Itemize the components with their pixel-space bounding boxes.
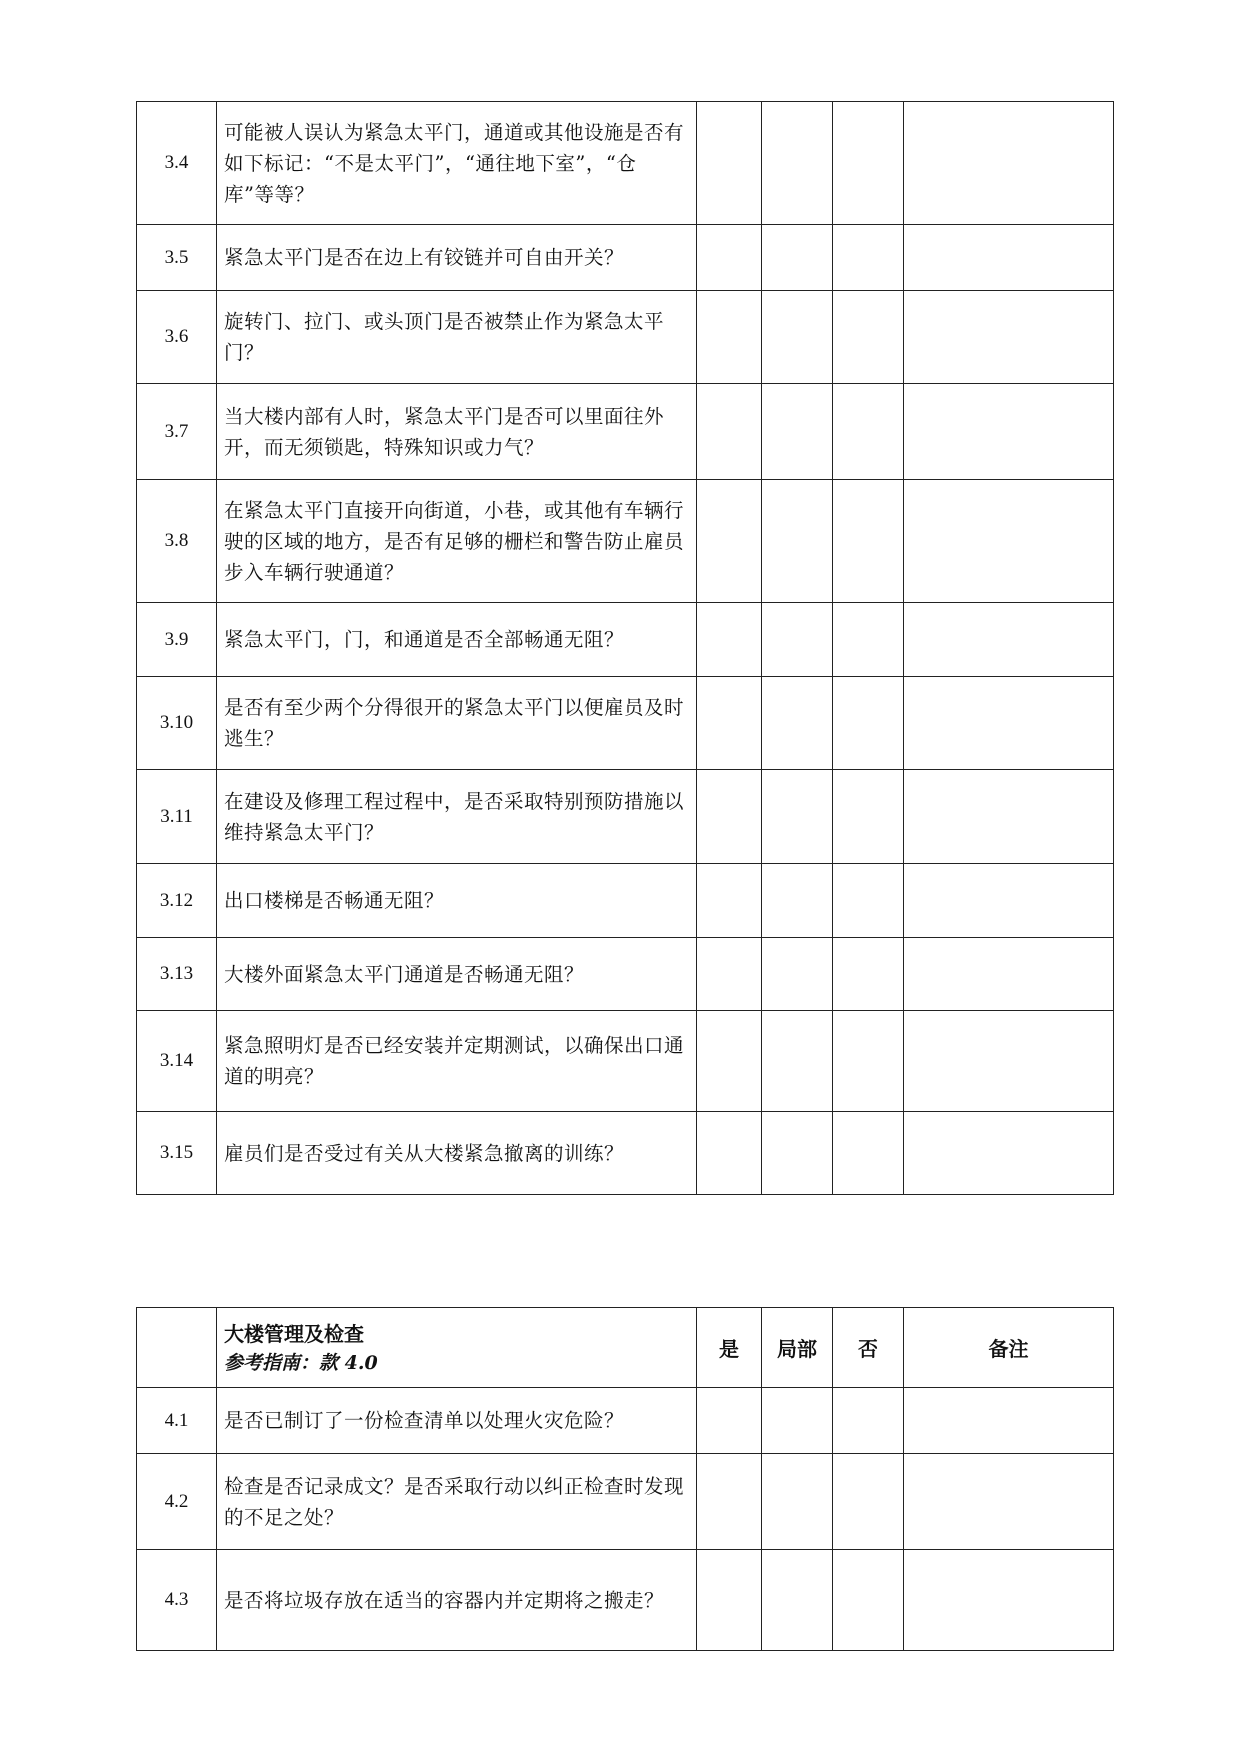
answer-yes-cell[interactable] (697, 1550, 762, 1651)
item-number: 3.8 (137, 480, 217, 603)
answer-partial-cell[interactable] (762, 384, 833, 480)
answer-yes-cell[interactable] (697, 603, 762, 677)
answer-no-cell[interactable] (833, 1388, 904, 1454)
answer-yes-cell[interactable] (697, 1011, 762, 1112)
item-number: 3.15 (137, 1112, 217, 1195)
answer-partial-cell[interactable] (762, 770, 833, 864)
question-text: 当大楼内部有人时，紧急太平门是否可以里面往外开，而无须锁匙，特殊知识或力气？ (217, 384, 697, 480)
answer-no-cell[interactable] (833, 102, 904, 225)
item-number: 4.3 (137, 1550, 217, 1651)
table-row (137, 677, 1114, 770)
answer-partial-cell[interactable] (762, 603, 833, 677)
question-text: 是否有至少两个分得很开的紧急太平门以便雇员及时逃生？ (217, 677, 697, 770)
answer-yes-cell[interactable] (697, 225, 762, 291)
table-row (137, 1550, 1114, 1651)
question-text: 紧急太平门，门，和通道是否全部畅通无阻？ (217, 603, 697, 677)
answer-partial-cell[interactable] (762, 1011, 833, 1112)
table-row (137, 864, 1114, 938)
item-number: 3.6 (137, 291, 217, 384)
table-header-row (137, 1308, 1114, 1388)
question-text: 检查是否记录成文？是否采取行动以纠正检查时发现的不足之处？ (217, 1454, 697, 1550)
answer-partial-cell[interactable] (762, 225, 833, 291)
header-number-cell (137, 1308, 217, 1388)
answer-no-cell[interactable] (833, 938, 904, 1011)
question-text: 是否已制订了一份检查清单以处理火灾危险？ (217, 1388, 697, 1454)
section-title: 大楼管理及检查 (224, 1321, 364, 1346)
remarks-cell[interactable] (904, 225, 1114, 291)
remarks-cell[interactable] (904, 603, 1114, 677)
answer-no-cell[interactable] (833, 1454, 904, 1550)
table-row (137, 480, 1114, 603)
answer-yes-cell[interactable] (697, 938, 762, 1011)
question-text: 在建设及修理工程过程中，是否采取特别预防措施以维持紧急太平门？ (217, 770, 697, 864)
answer-yes-cell[interactable] (697, 384, 762, 480)
item-number: 3.9 (137, 603, 217, 677)
answer-no-cell[interactable] (833, 384, 904, 480)
checklist-table-section-3 (136, 101, 1114, 1195)
item-number: 3.10 (137, 677, 217, 770)
question-text: 是否将垃圾存放在适当的容器内并定期将之搬走？ (217, 1550, 697, 1651)
answer-no-cell[interactable] (833, 1550, 904, 1651)
table-row (137, 603, 1114, 677)
item-number: 3.7 (137, 384, 217, 480)
column-header-remarks: 备注 (904, 1308, 1114, 1388)
answer-yes-cell[interactable] (697, 1454, 762, 1550)
item-number: 3.4 (137, 102, 217, 225)
answer-yes-cell[interactable] (697, 677, 762, 770)
remarks-cell[interactable] (904, 291, 1114, 384)
remarks-cell[interactable] (904, 770, 1114, 864)
item-number: 3.14 (137, 1011, 217, 1112)
question-text: 雇员们是否受过有关从大楼紧急撤离的训练？ (217, 1112, 697, 1195)
remarks-cell[interactable] (904, 102, 1114, 225)
answer-no-cell[interactable] (833, 1011, 904, 1112)
question-text: 旋转门、拉门、或头顶门是否被禁止作为紧急太平门？ (217, 291, 697, 384)
remarks-cell[interactable] (904, 1112, 1114, 1195)
answer-yes-cell[interactable] (697, 1388, 762, 1454)
column-header-no: 否 (833, 1308, 904, 1388)
question-text: 大楼外面紧急太平门通道是否畅通无阻？ (217, 938, 697, 1011)
answer-partial-cell[interactable] (762, 938, 833, 1011)
answer-no-cell[interactable] (833, 677, 904, 770)
table-row (137, 770, 1114, 864)
column-header-partial: 局部 (762, 1308, 833, 1388)
answer-partial-cell[interactable] (762, 1454, 833, 1550)
table-row (137, 1388, 1114, 1454)
answer-no-cell[interactable] (833, 480, 904, 603)
answer-partial-cell[interactable] (762, 1550, 833, 1651)
section-heading (217, 1308, 697, 1388)
item-number: 4.1 (137, 1388, 217, 1454)
remarks-cell[interactable] (904, 1550, 1114, 1651)
item-number: 3.11 (137, 770, 217, 864)
remarks-cell[interactable] (904, 1011, 1114, 1112)
table-row (137, 938, 1114, 1011)
remarks-cell[interactable] (904, 384, 1114, 480)
answer-no-cell[interactable] (833, 225, 904, 291)
question-text: 在紧急太平门直接开向街道，小巷，或其他有车辆行驶的区域的地方，是否有足够的栅栏和警告防止雇员步入车辆行驶通道？ (217, 480, 697, 603)
remarks-cell[interactable] (904, 1454, 1114, 1550)
table-row (137, 1454, 1114, 1550)
remarks-cell[interactable] (904, 480, 1114, 603)
answer-no-cell[interactable] (833, 864, 904, 938)
table-row (137, 384, 1114, 480)
table-row (137, 102, 1114, 225)
answer-no-cell[interactable] (833, 1112, 904, 1195)
answer-yes-cell[interactable] (697, 291, 762, 384)
answer-no-cell[interactable] (833, 770, 904, 864)
table-row (137, 1112, 1114, 1195)
column-header-yes: 是 (697, 1308, 762, 1388)
table-row (137, 1011, 1114, 1112)
table-row (137, 291, 1114, 384)
question-text: 紧急照明灯是否已经安装并定期测试，以确保出口通道的明亮？ (217, 1011, 697, 1112)
answer-no-cell[interactable] (833, 291, 904, 384)
remarks-cell[interactable] (904, 677, 1114, 770)
item-number: 3.12 (137, 864, 217, 938)
answer-yes-cell[interactable] (697, 1112, 762, 1195)
item-number: 3.5 (137, 225, 217, 291)
remarks-cell[interactable] (904, 938, 1114, 1011)
answer-yes-cell[interactable] (697, 770, 762, 864)
item-number: 4.2 (137, 1454, 217, 1550)
answer-yes-cell[interactable] (697, 102, 762, 225)
question-text: 可能被人误认为紧急太平门，通道或其他设施是否有如下标记：“不是太平门”，“通往地下室”，“仓库”等等？ (217, 102, 697, 225)
remarks-cell[interactable] (904, 1388, 1114, 1454)
answer-partial-cell[interactable] (762, 291, 833, 384)
question-text: 紧急太平门是否在边上有铰链并可自由开关？ (217, 225, 697, 291)
answer-partial-cell[interactable] (762, 677, 833, 770)
answer-yes-cell[interactable] (697, 864, 762, 938)
item-number: 3.13 (137, 938, 217, 1011)
answer-partial-cell[interactable] (762, 864, 833, 938)
remarks-cell[interactable] (904, 864, 1114, 938)
answer-partial-cell[interactable] (762, 480, 833, 603)
answer-yes-cell[interactable] (697, 480, 762, 603)
answer-partial-cell[interactable] (762, 1112, 833, 1195)
answer-partial-cell[interactable] (762, 102, 833, 225)
answer-partial-cell[interactable] (762, 1388, 833, 1454)
table-row (137, 225, 1114, 291)
checklist-table-section-4 (136, 1307, 1114, 1651)
answer-no-cell[interactable] (833, 603, 904, 677)
question-text: 出口楼梯是否畅通无阻？ (217, 864, 697, 938)
section-reference: 参考指南：款 4.0 (224, 1351, 378, 1374)
